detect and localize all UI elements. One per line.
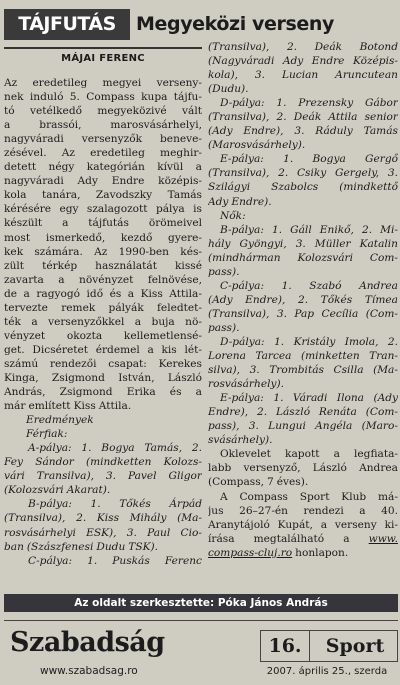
text-line: a brassói, marosvásárhelyi, <box>4 119 202 132</box>
text-line: get. Dicséretet érdemel a kis lét- <box>4 343 202 356</box>
text-line: nagyváradi versenyzők beneve- <box>4 133 202 146</box>
text-line: (mindhárman Kolozsvári Com- <box>208 251 398 264</box>
text-line: A Compass Sport Klub má- <box>220 490 398 503</box>
text-line: labb versenyző, László Andrea <box>208 462 398 475</box>
text-line: (Marosvásárhely). <box>208 139 306 152</box>
text-line: pass). <box>208 321 240 334</box>
text-line: pass), 3. Lungui Angéla (Maro- <box>208 420 398 433</box>
text-line: E-pálya: 1. Váradi Ilona (Ady <box>220 392 398 405</box>
text-line: Fey Sándor (mindketten Kolozs- <box>4 456 202 469</box>
text-line: hály Gyöngyi, 3. Müller Katalin <box>208 237 398 250</box>
page-number: 16. <box>261 631 310 661</box>
text-line: nagyváradi Ady Endre középis- <box>4 175 202 188</box>
page-info-box <box>260 630 398 662</box>
text-line: Férfiak: <box>26 428 68 441</box>
text-line: kérésére egy szalagozott pálya is <box>4 203 202 216</box>
text-line: silva), 3. Trombitás Csilla (Ma- <box>208 364 398 377</box>
text-line: Szilágyi Szabolcs (mindkettő <box>208 181 398 194</box>
article-author: MÁJAI FERENC <box>61 53 145 64</box>
text-line: Eredmények <box>26 414 94 427</box>
text-line: (Transilva), 2. Deák Botond <box>208 41 398 53</box>
article-column-left <box>4 76 202 586</box>
text-line: zült térkép használatát kissé <box>4 259 202 272</box>
text-line: készült a tájfutás örömeivel <box>4 217 202 230</box>
text-line: de a ragyogó idő és a Kiss Attila- <box>4 287 202 300</box>
text-line: (Compass, 7 éves). <box>208 476 309 489</box>
section-name: Sport <box>325 635 385 657</box>
article-column-right <box>208 40 398 586</box>
text-line: B-pálya: 1. Tőkés Árpád <box>28 498 202 511</box>
text-line: rosvásárhely). <box>208 378 284 391</box>
text-line: detett négy kategórián kívül a <box>4 161 202 174</box>
text-line: (Transilva), 2. Csiky Gergely, 3. <box>208 167 398 180</box>
text-line: C-pálya: 1. Szabó Andrea <box>220 279 398 292</box>
newspaper-masthead: Szabadság <box>10 627 165 658</box>
newspaper-website: www.szabadsag.ro <box>40 665 138 677</box>
text-line: B-pálya: 1. Gáll Enikő, 2. Mi- <box>220 223 398 236</box>
text-line: jus 26–27-én rendezi a 40. <box>208 504 398 517</box>
text-line: András, Zsigmond Erika és a <box>4 386 202 399</box>
text-line: tervezte remek pályák feledtet- <box>4 301 202 314</box>
text-line: ték a versenyzőkkel a buja nö- <box>4 315 202 328</box>
text-line: már említett Kiss Attila. <box>4 400 132 413</box>
section-kicker: TÁJFUTÁS <box>4 9 130 40</box>
text-line: most ismerkedő, kezdő gyere- <box>4 231 202 244</box>
text-line: Ady Endre). <box>208 195 272 208</box>
text-line: tó vetélkedő megyeközivé vált <box>4 105 202 118</box>
text-line: nek induló 5. Compass kupa tájfu- <box>4 91 202 104</box>
text-line: Nők: <box>220 209 246 222</box>
text-line: D-pálya: 1. Prezensky Gábor <box>220 97 398 110</box>
text-line: D-pálya: 1. Kristály Imola, 2. <box>220 335 398 348</box>
text-line: (Ady Endre), 3. Ráduly Tamás <box>208 125 398 138</box>
article-headline: Megyeközi verseny <box>136 13 334 35</box>
text-line: (Transilva), 2. Deák Attila senior <box>208 111 398 124</box>
text-line: zésével. Az eredetileg meghir- <box>4 147 202 160</box>
text-line: zavarta a növényzet felnövése, <box>4 273 202 286</box>
text-line: compass-cluj.ro honlapon. <box>208 546 349 559</box>
text-line: ban (Szászfenesi Dudu TSK). <box>4 540 159 553</box>
text-line: vári Transilva), 3. Pavel Gligor <box>4 470 202 483</box>
text-line: Kinga, Zsigmond István, László <box>4 371 202 384</box>
text-line: A-pálya: 1. Bogya Tamás, 2. <box>28 442 202 455</box>
text-line: Aranytájoló Kupát, a verseny ki- <box>208 518 398 531</box>
text-line: pass). <box>208 265 240 278</box>
text-line: (Transilva), 2. Kiss Mihály (Ma- <box>4 512 202 525</box>
text-line: Oklevelet kapott a legfiata- <box>220 448 398 461</box>
text-line: kola), 3. Lucian Aruncutean <box>208 69 398 82</box>
text-line: Az eredetileg megyei verseny- <box>4 77 202 89</box>
text-line: (Ady Endre), 2. Tőkés Tímea <box>208 293 398 306</box>
text-line: E-pálya: 1. Bogya Gergő <box>220 153 398 166</box>
text-line: kek számára. Az 1990-ben kés- <box>4 245 202 258</box>
text-line: (Transilva), 3. Pap Cecília (Com- <box>208 307 398 320</box>
text-line: (Dudu). <box>208 83 249 96</box>
text-line: rosvásárhelyi ESK), 3. Paul Cio- <box>4 526 202 539</box>
text-line: számú rendezői csapat: Kerekes <box>4 357 202 370</box>
editor-credit-bar: Az oldalt szerkesztette: Póka János András <box>4 594 398 612</box>
publication-date: 2007. április 25., szerda <box>266 666 388 677</box>
text-line: svásárhely). <box>208 434 273 447</box>
text-line: írása megtalálható a www. <box>208 532 398 545</box>
text-line: Lorena Tarcea (minketten Tran- <box>208 350 398 363</box>
text-line: C-pálya: 1. Puskás Ferenc <box>28 554 202 567</box>
text-line: vényzet okozta kellemetlensé- <box>4 329 202 342</box>
author-rule <box>4 47 202 49</box>
text-line: (Nagyváradi Ady Endre Középis- <box>208 55 398 68</box>
text-line: (Kolozsvári Akarat). <box>4 484 111 497</box>
masthead-rule <box>4 620 398 621</box>
text-line: Endre), 2. László Renáta (Com- <box>208 406 398 419</box>
text-line: kola tanára, Zavodszky Tamás <box>4 189 202 202</box>
